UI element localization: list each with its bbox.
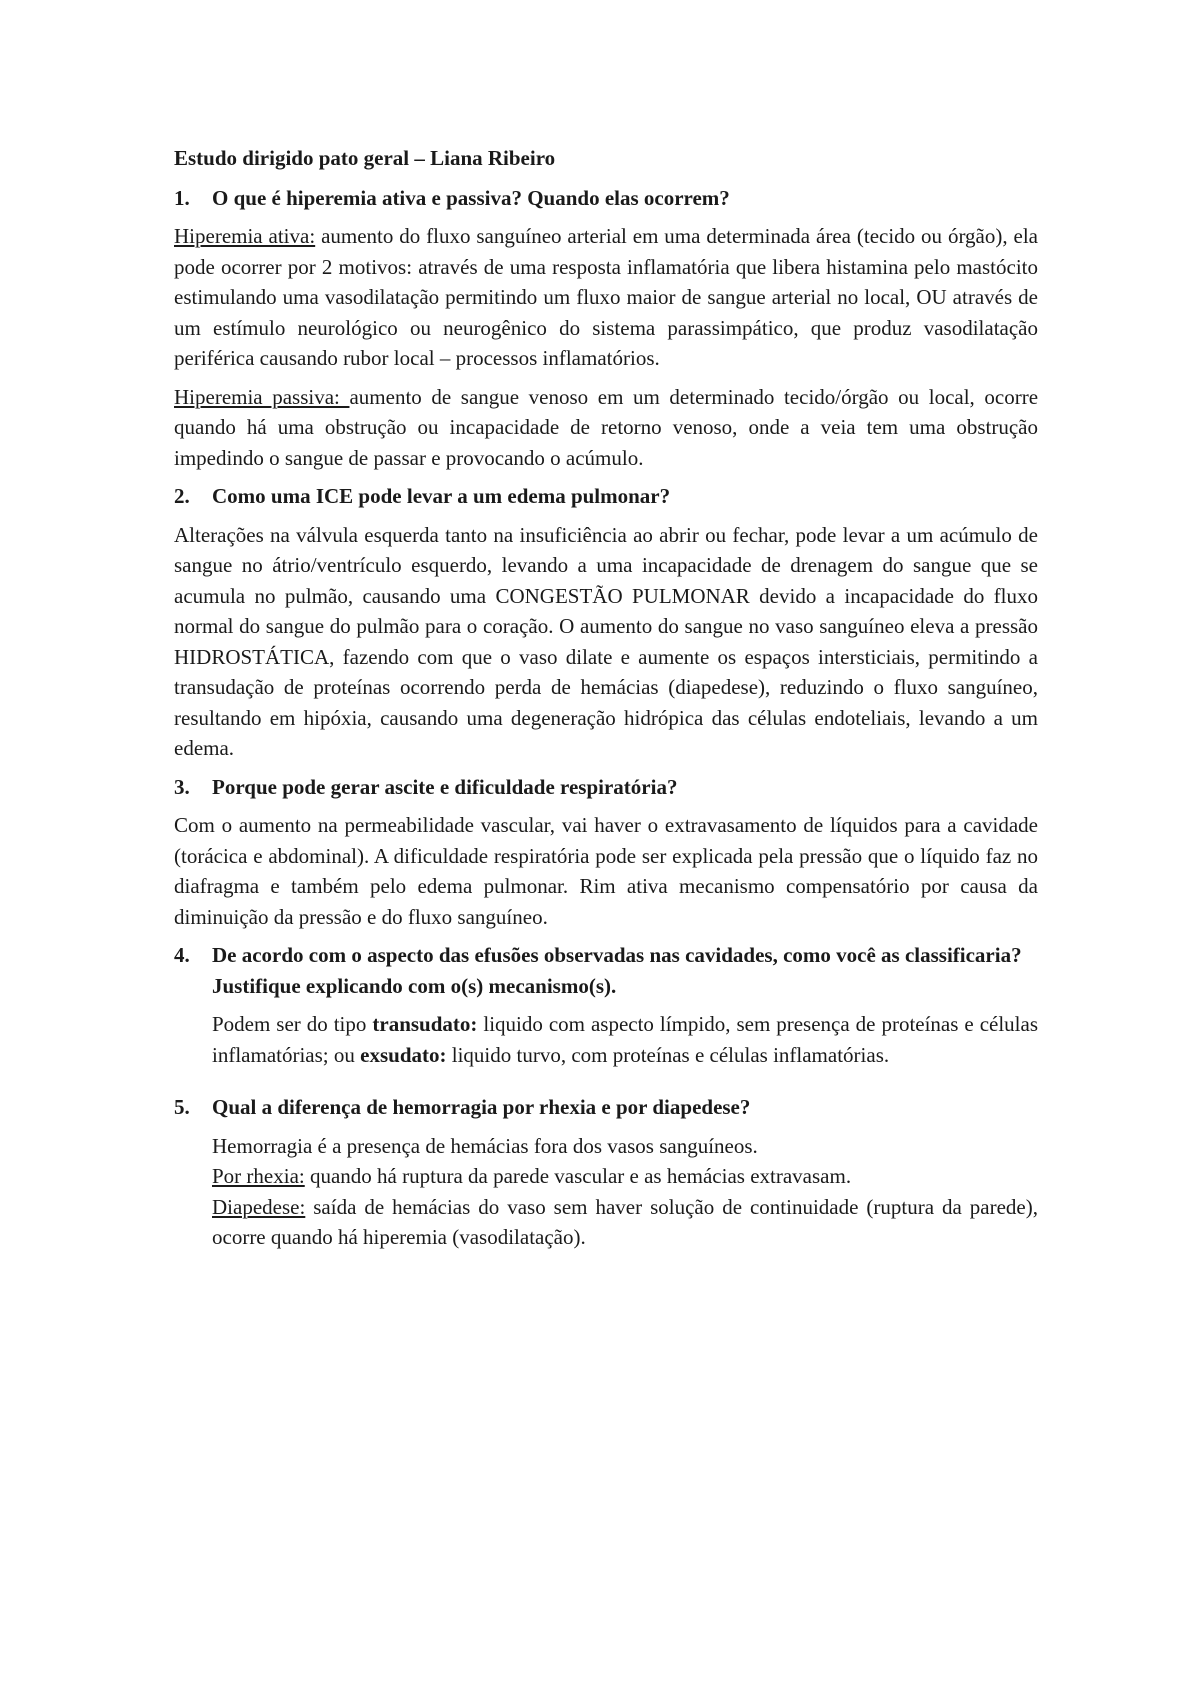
- question-heading: [174, 183, 1038, 214]
- question-heading: [174, 481, 1038, 512]
- answer-paragraph: [174, 520, 1038, 764]
- question-number: 5.: [174, 1095, 190, 1119]
- question-item: [174, 1092, 1038, 1253]
- answer-text: liquido com aspecto límpido, sem presença de proteínas e células inflamatórias; ou: [212, 1012, 1038, 1067]
- question-item: [174, 481, 1038, 764]
- answer-body: [174, 221, 1038, 473]
- answer-paragraph: [212, 1192, 1038, 1253]
- answer-text: Podem ser do tipo: [212, 1012, 373, 1036]
- document-page: [174, 143, 1038, 1259]
- bold-term: transudato:: [372, 1012, 478, 1036]
- question-text: Porque pode gerar ascite e dificuldade respiratória?: [212, 774, 678, 799]
- question-text: Como uma ICE pode levar a um edema pulmonar?: [212, 484, 671, 508]
- document-title: Estudo dirigido pato geral – Liana Ribeiro: [174, 146, 556, 170]
- answer-text: quando há ruptura da parede vascular e as hemácias extravasam.: [304, 1164, 852, 1188]
- answer-text: liquido turvo, com proteínas e células inflamatórias.: [446, 1042, 890, 1067]
- answer-text: Alterações na válvula esquerda tanto na insuficiência ao abrir ou fechar, pode levar a um acúmulo de sangue no átrio/ventrículo esquerdo, levando a uma incapacidade de drenagem do sangue que se acumula no pulmão, causando uma CONGESTÃO PULMONAR devido a incapacidade do fluxo normal do sangue do pulmão para o coração. O aumento do sangue no vaso sanguíneo eleva a pressão HIDROSTÁTICA, fazendo com que o vaso dilate e aumente os espaços intersticiais, permitindo a transudação de proteínas ocorrendo perda de hemácias (diapedese), reduzindo o fluxo sanguíneo, resultando em hipóxia, causando uma degeneração hidrópica das células endoteliais, levando a um edema.: [174, 522, 1038, 760]
- answer-text: aumento de sangue venoso em um determinado tecido/órgão ou local, ocorre quando há uma obstrução ou incapacidade de retorno venoso, onde a veia tem uma obstrução impedindo o sangue de passar e provocando o acúmulo.: [174, 384, 1039, 470]
- answer-body: [174, 1009, 1038, 1070]
- question-heading: [174, 940, 1038, 1001]
- answer-paragraph: [174, 221, 1038, 374]
- underlined-term: Por rhexia:: [212, 1164, 305, 1188]
- answer-text: saída de hemácias do vaso sem haver solução de continuidade (ruptura da parede), ocorre quando há hiperemia (vasodilatação).: [212, 1194, 1038, 1249]
- answer-paragraph: [212, 1131, 1038, 1162]
- question-number: 4.: [174, 943, 190, 967]
- question-heading: [174, 1092, 1038, 1123]
- question-list: [174, 183, 1038, 1253]
- answer-paragraph: [174, 382, 1038, 474]
- question-heading: [174, 772, 1038, 803]
- answer-text: Com o aumento na permeabilidade vascular, vai haver o extravasamento de líquidos para a cavidade (torácica e abdominal). A dificuldade respiratória pode ser explicada pela pressão que o líquido faz no diafragma e também pelo edema pulmonar. Rim ativa mecanismo compensatório por causa da diminuição da pressão e do fluxo sanguíneo.: [174, 813, 1038, 929]
- question-item: [174, 183, 1038, 474]
- answer-paragraph: [174, 810, 1038, 932]
- underlined-term: Hiperemia passiva:: [174, 384, 350, 409]
- question-text: Qual a diferença de hemorragia por rhexia e por diapedese?: [212, 1095, 751, 1119]
- question-number: 3.: [174, 774, 190, 799]
- underlined-term: Hiperemia ativa:: [174, 224, 316, 248]
- question-number: 1.: [174, 185, 190, 210]
- question-text: O que é hiperemia ativa e passiva? Quando elas ocorrem?: [212, 185, 730, 210]
- answer-body: [174, 810, 1038, 932]
- underlined-term: Diapedese:: [212, 1194, 306, 1219]
- answer-paragraph: [212, 1161, 1038, 1192]
- bold-term: exsudato:: [360, 1042, 447, 1067]
- answer-text: aumento do fluxo sanguíneo arterial em uma determinada área (tecido ou órgão), ela pode ocorrer por 2 motivos: através de uma resposta inflamatória que libera histamina pelo mastócito estimulando uma vasodilatação permitindo um fluxo maior de sangue arterial no local, OU através de um estímulo neurológico ou neurogênico do sistema parassimpático, que produz vasodilatação periférica causando rubor local – processos inflamatórios.: [174, 224, 1038, 370]
- answer-text: Hemorragia é a presença de hemácias fora dos vasos sanguíneos.: [212, 1133, 758, 1158]
- question-item: [174, 940, 1038, 1070]
- answer-paragraph: [212, 1009, 1038, 1070]
- question-text: De acordo com o aspecto das efusões observadas nas cavidades, como você as classificaria? Justifique explicando com o(s) mecanismo(s).: [212, 943, 1022, 998]
- answer-body: [174, 1131, 1038, 1253]
- answer-body: [174, 520, 1038, 764]
- question-number: 2.: [174, 484, 190, 508]
- question-item: [174, 772, 1038, 933]
